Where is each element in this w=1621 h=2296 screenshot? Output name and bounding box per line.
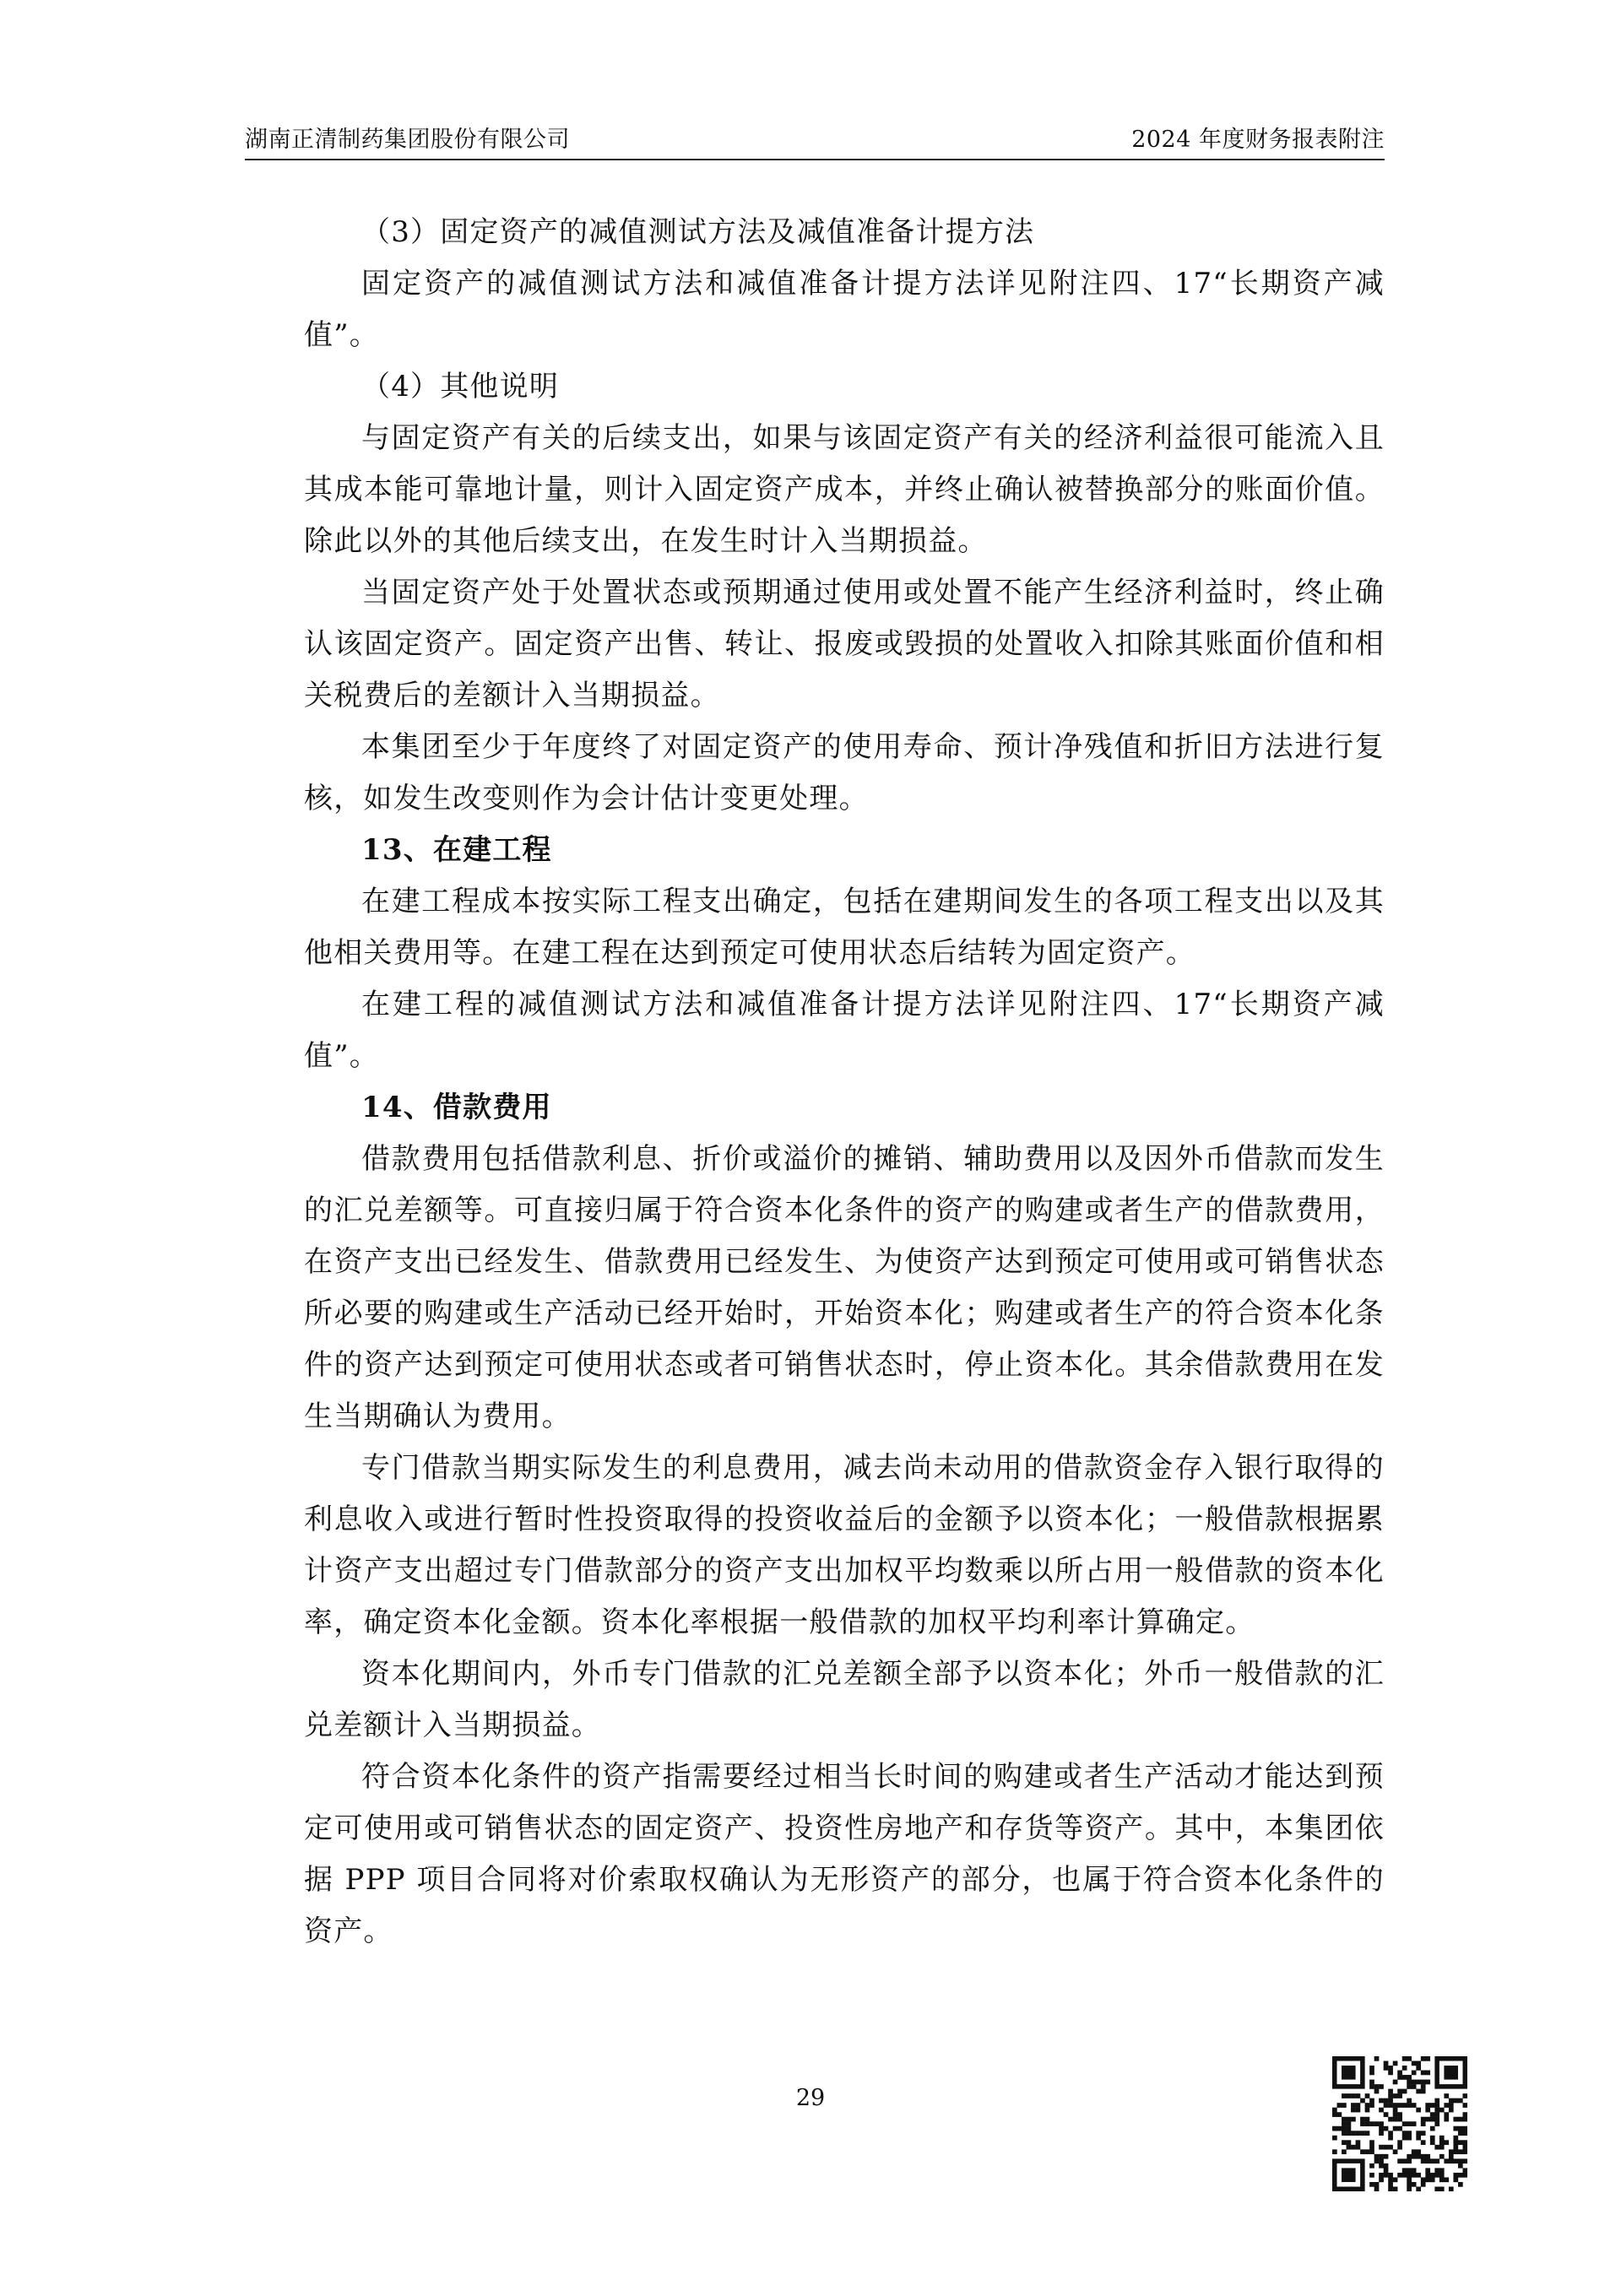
header-doc-title: 2024 年度财务报表附注 [1131,127,1385,153]
paragraph: 借款费用包括借款利息、折价或溢价的摊销、辅助费用以及因外币借款而发生的汇兑差额等。可直接归属于符合资本化条件的资产的购建或者生产的借款费用，在资产支出已经发生、借款费用已经发生、为使资产达到预定可使用或可销售状态所必要的购建或生产活动已经开始时，开始资本化；购建或者生产的符合资本化条件的资产达到预定可使用状态或者可销售状态时，停止资本化。其余借款费用在发生当期确认为费用。 [304,1142,1385,1433]
document-body [304,207,1385,1958]
paragraph: 资本化期间内，外币专门借款的汇兑差额全部予以资本化；外币一般借款的汇兑差额计入当期损益。 [304,1657,1385,1742]
page-number: 29 [795,2085,826,2111]
paragraph: 在建工程的减值测试方法和减值准备计提方法详见附注四、17“长期资产减值”。 [304,988,1385,1073]
paragraph: 专门借款当期实际发生的利息费用，减去尚未动用的借款资金存入银行取得的利息收入或进行暂时性投资取得的投资收益后的金额予以资本化；一般借款根据累计资产支出超过专门借款部分的资产支出加权平均数乘以所占用一般借款的资本化率，确定资本化金额。资本化率根据一般借款的加权平均利率计算确定。 [304,1451,1385,1639]
paragraph: 与固定资产有关的后续支出，如果与该固定资产有关的经济利益很可能流入且其成本能可靠地计量，则计入固定资产成本，并终止确认被替换部分的账面价值。除此以外的其他后续支出，在发生时计入当期损益。 [304,421,1385,558]
page-header [245,116,1385,154]
paragraph: （3）固定资产的减值测试方法及减值准备计提方法 [361,215,1035,249]
paragraph: 在建工程成本按实际工程支出确定，包括在建期间发生的各项工程支出以及其他相关费用等。在建工程在达到预定可使用状态后结转为固定资产。 [304,885,1385,970]
header-company: 湖南正清制药集团股份有限公司 [245,127,570,153]
paragraph: 本集团至少于年度终了对固定资产的使用寿命、预计净残值和折旧方法进行复核，如发生改变则作为会计估计变更处理。 [304,730,1385,815]
paragraph: 固定资产的减值测试方法和减值准备计提方法详见附注四、17“长期资产减值”。 [304,267,1385,352]
paragraph: 当固定资产处于处置状态或预期通过使用或处置不能产生经济利益时，终止确认该固定资产。固定资产出售、转让、报废或毁损的处置收入扣除其账面价值和相关税费后的差额计入当期损益。 [304,576,1385,712]
section-heading: 13、在建工程 [361,833,552,867]
paragraph: 符合资本化条件的资产指需要经过相当长时间的购建或者生产活动才能达到预定可使用或可销售状态的固定资产、投资性房地产和存货等资产。其中，本集团依据 PPP 项目合同将对价索取权确认为无形资产的部分，也属于符合资本化条件的资产。 [304,1760,1385,1948]
section-heading: 14、借款费用 [361,1091,552,1124]
header-divider [245,159,1385,160]
qr-code-icon [1332,2056,1467,2191]
paragraph: （4）其他说明 [361,370,560,403]
